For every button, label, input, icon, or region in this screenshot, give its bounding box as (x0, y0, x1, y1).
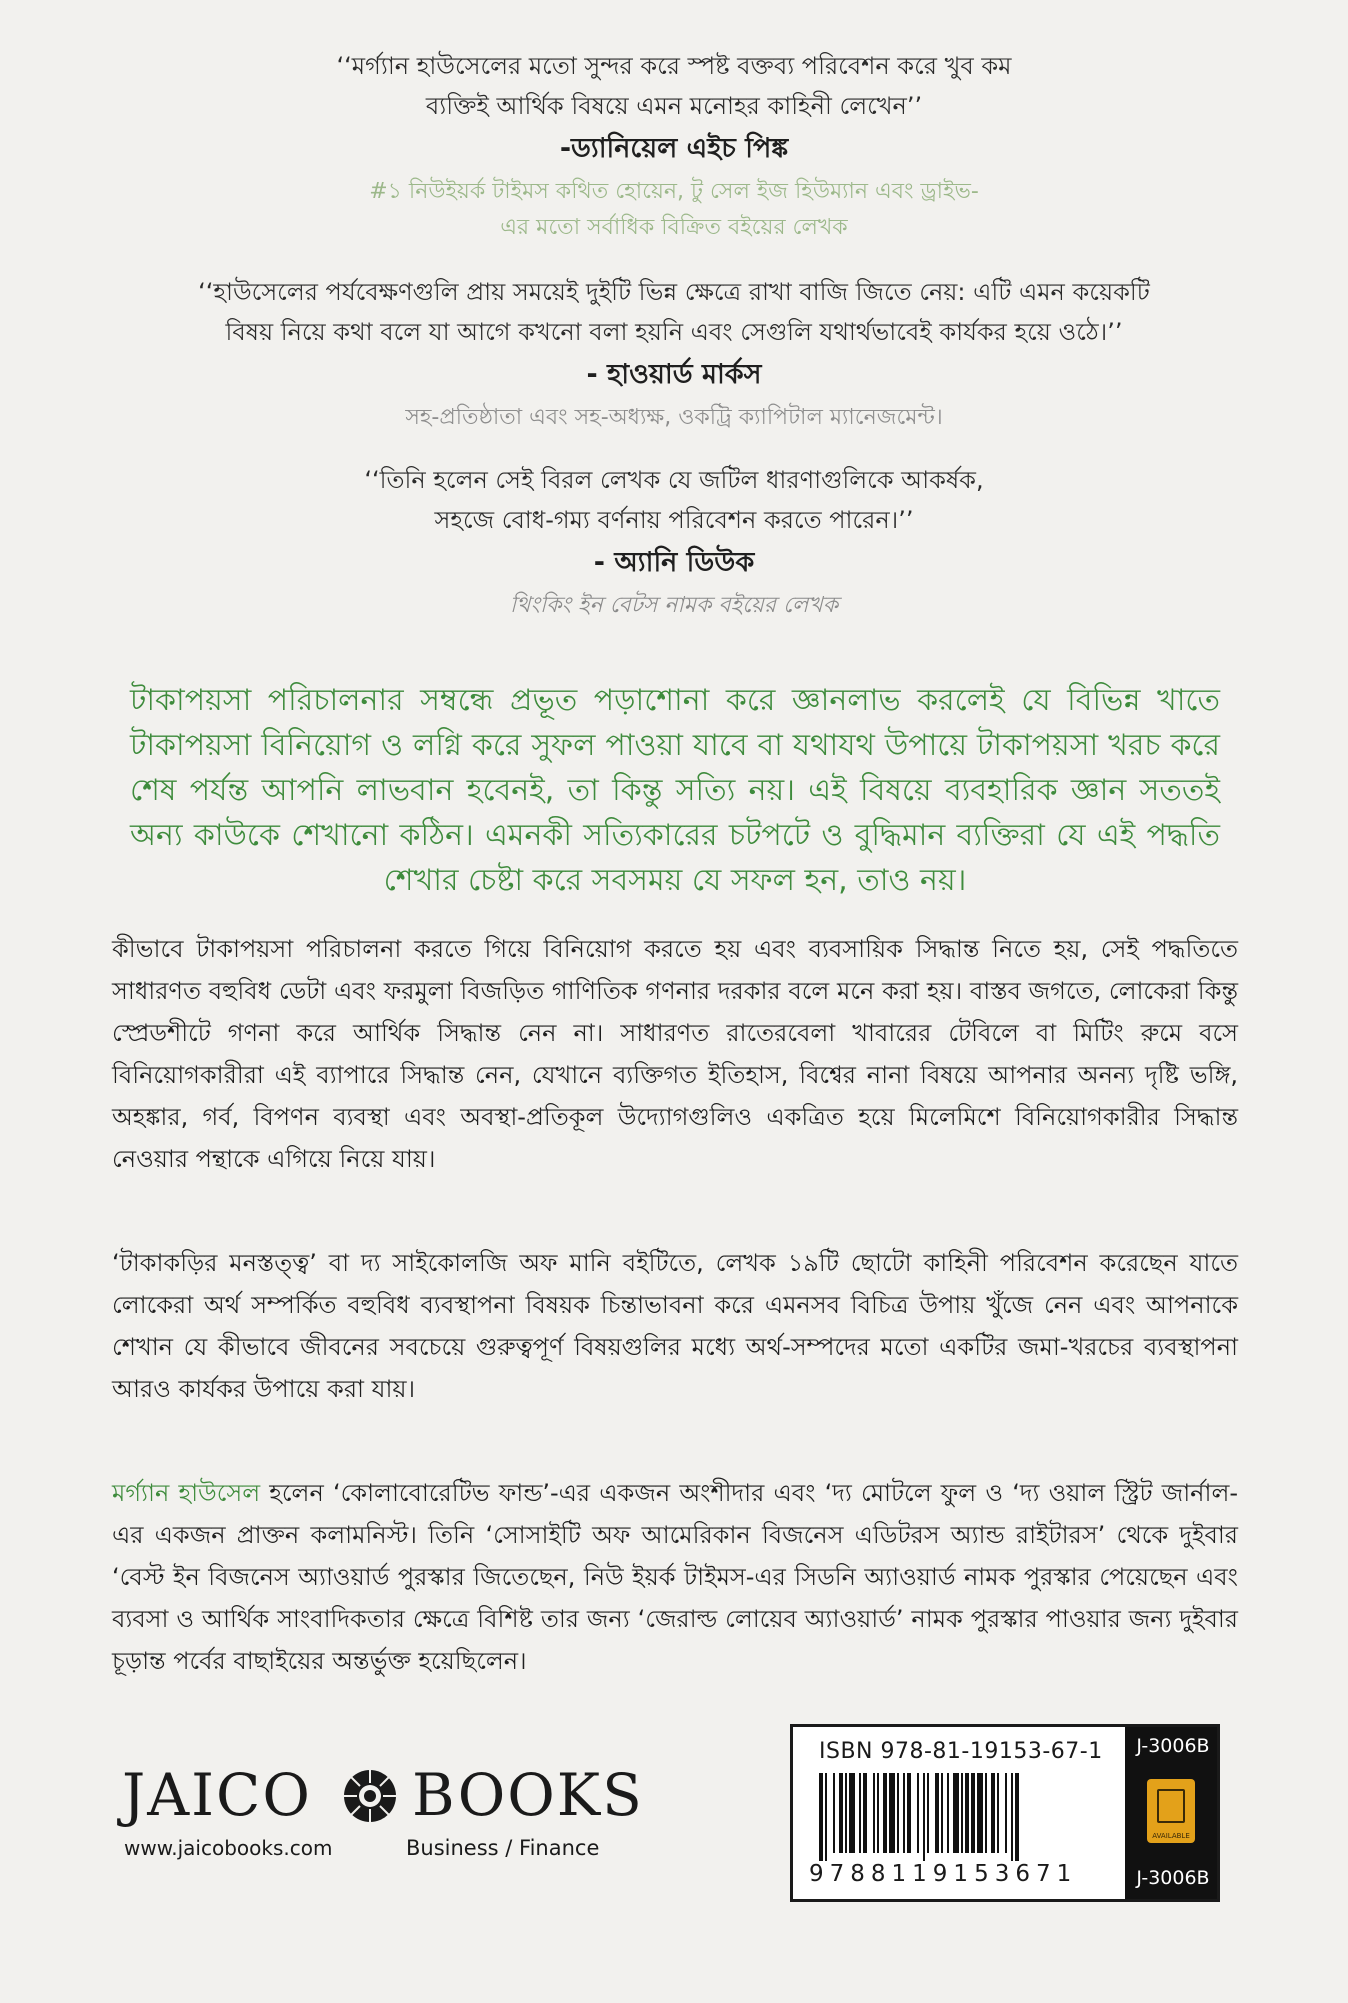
barcode-bar (883, 1773, 887, 1853)
barcode-bar (859, 1773, 861, 1853)
barcode-bar (825, 1773, 827, 1861)
barcode-bar (965, 1773, 969, 1853)
barcode-bar (917, 1773, 919, 1853)
blurb-author-role: এর মতো সর্বাধিক বিক্রিত বইয়ের লেখক (500, 215, 848, 240)
blurb-author: -ড্যানিয়েল এইচ পিঙ্ক (559, 133, 789, 164)
barcode-bar (863, 1773, 867, 1853)
barcode-bar (985, 1773, 987, 1853)
author-bio-name: মর্গ্যান হাউসেল (112, 1479, 261, 1507)
author-bio-text: হলেন ‘কোলাবোরেটিভ ফান্ড’-এর একজন অংশীদার এবং ‘দ্য মোটলে ফুল ও ‘দ্য ওয়াল স্ট্রিট জার্নাল-এর একজন প্রাক্তন কলামনিস্ট। তিনি ‘সোসাইটি অফ আমেরিকান বিজনেস এডিটরস অ্যান্ড রাইটারস’ থেকে দুইবার ‘বেস্ট ইন বিজনেস অ্যাওয়ার্ড পুরস্কার জিতেছেন, নিউ ইয়র্ক টাইমস-এর সিডনি অ্যাওয়ার্ড নামক পুরস্কার পেয়েছেন এবং ব্যবসা ও আর্থিক সাংবাদিকতার ক্ষেত্রে বিশিষ্ট তার জন্য ‘জেরাল্ড লোয়েব অ্যাওয়ার্ড’ নামক পুরস্কার পাওয়ার জন্য দুইবার চূড়ান্ত পর্বের বাছাইয়ের অন্তর্ভুক্ত হয়েছিলেন। (112, 1479, 1238, 1675)
barcode-bar (845, 1773, 847, 1853)
blurb-quote-line: ‘‘হাউসেলের পর্যবেক্ষণগুলি প্রায় সময়েই দুইটি ভিন্ন ক্ষেত্রে রাখা বাজি জিতে নেয়: এটি এমন কয়েকটি (198, 278, 1150, 306)
blurb-duke (100, 460, 1248, 624)
barcode-bar (889, 1773, 895, 1853)
book-category: Business / Finance (406, 1836, 600, 1860)
blurb-author-role: #১ নিউইয়র্ক টাইমস কথিত হোয়েন, টু সেল ইজ হিউম্যান এবং ড্রাইভ- (369, 179, 979, 204)
jaico-emblem-icon (342, 1768, 398, 1824)
barcode-bar (839, 1773, 843, 1853)
barcode-bar (877, 1773, 879, 1853)
blurb-author: - হাওয়ার্ড মার্কস (586, 359, 762, 390)
ebook-label: AVAILABLE (1152, 1832, 1190, 1840)
product-code-bottom: J-3006B (1136, 1867, 1210, 1889)
barcode-bar (873, 1773, 875, 1853)
blurb-pink (100, 46, 1248, 246)
barcode-bar (923, 1773, 925, 1861)
blurb-author-role: থিংকিং ইন বেটস নামক বইয়ের লেখক (509, 593, 839, 618)
barcode-bar (849, 1773, 855, 1853)
blurb-quote-line: ‘‘মর্গ্যান হাউসেলের মতো সুন্দর করে স্পষ্ট বক্তব্য পরিবেশন করে খুব কম (336, 52, 1012, 80)
blurb-quote-line: ব্যক্তিই আর্থিক বিষয়ে এমন মনোহর কাহিনী লেখেন’’ (425, 92, 923, 120)
barcode-bar (897, 1773, 899, 1853)
publisher-name-right: BOOKS (412, 1761, 644, 1829)
blurb-author: - অ্যানি ডিউক (593, 547, 755, 578)
barcode-bar (833, 1773, 835, 1853)
ebook-icon (1147, 1779, 1195, 1843)
blurb-marks (100, 272, 1248, 436)
blurb-quote-line: সহজে বোধ-গম্য বর্ণনায় পরিবেশন করতে পারেন।’’ (434, 506, 914, 534)
barcode-bar (907, 1773, 911, 1853)
body-paragraph-2: ‘টাকাকড়ির মনস্তত্ত্ব’ বা দ্য সাইকোলজি অফ মানি বইটিতে, লেখক ১৯টি ছোটো কাহিনী পরিবেশন করেছেন যাতে লোকেরা অর্থ সম্পর্কিত বহুবিধ ব্যবস্থাপনা বিষয়ক চিন্তাভাবনা করে এমনসব বিচিত্র উপায় খুঁজে নেন এবং আপনাকে শেখান যে কীভাবে জীবনের সবচেয়ে গুরুত্বপূর্ণ বিষয়গুলির মধ্যে অর্থ-সম্পদের মতো একটির জমা-খরচের ব্যবস্থাপনা আরও কার্যকর উপায়ে করা যায়। (112, 1249, 1238, 1403)
blurb-quote-line: বিষয় নিয়ে কথা বলে যা আগে কখনো বলা হয়নি এবং সেগুলি যথার্থভাবেই কার্যকর হয়ে ওঠে।’’ (225, 318, 1123, 346)
author-bio (112, 1472, 1238, 1682)
blurb-quote-line: ‘‘তিনি হলেন সেই বিরল লেখক যে জটিল ধারণাগুলিকে আকর্ষক, (364, 466, 984, 494)
barcode-bar (927, 1773, 929, 1853)
body-paragraph-1: কীভাবে টাকাপয়সা পরিচালনা করতে গিয়ে বিনিয়োগ করতে হয় এবং ব্যবসায়িক সিদ্ধান্ত নিতে হয়, সেই পদ্ধতিতে সাধারণত বহুবিধ ডেটা এবং ফরমুলা বিজড়িত গাণিতিক গণনার দরকার বলে মনে করা হয়। বাস্তব জগতে, লোকেরা কিন্তু স্প্রেডশীটে গণনা করে আর্থিক সিদ্ধান্ত নেন না। সাধারণত রাতেরবেলা খাবারের টেবিলে বা মিটিং রুমে বসে বিনিয়োগকারীরা এই ব্যাপারে সিদ্ধান্ত নেন, যেখানে ব্যক্তিগত ইতিহাস, বিশ্বের নানা বিষয়ে আপনার অনন্য দৃষ্টি ভঙ্গি, অহঙ্কার, গর্ব, বিপণন ব্যবস্থা এবং অবস্থা-প্রতিকূল উদ্যোগগুলিও একত্রিত হয়ে মিলেমিশে বিনিয়োগকারীর সিদ্ধান্ত নেওয়ার পন্থাকে এগিয়ে নিয়ে যায়। (112, 935, 1238, 1173)
barcode-bar (1015, 1773, 1019, 1861)
barcode-bar (961, 1773, 963, 1853)
barcode-bar (941, 1773, 943, 1853)
lead-paragraph: টাকাপয়সা পরিচালনার সম্বন্ধে প্রভূত পড়াশোনা করে জ্ঞানলাভ করলেই যে বিভিন্ন খাতে টাকাপয়সা বিনিয়োগ ও লগ্নি করে সুফল পাওয়া যাবে বা যথাযথ উপায়ে টাকাপয়সা খরচ করে শেষ পর্যন্ত আপনি লাভবান হবেনই, তা কিন্তু সত্যি নয়। এই বিষয়ে ব্যবহারিক জ্ঞান সততই অন্য কাউকে শেখানো কঠিন। এমনকী সত্যিকারের চটপটে ও বুদ্ধিমান ব্যক্তিরা যে এই পদ্ধতি শেখার চেষ্টা করে সবসময় যে সফল হন, তাও নয়। (130, 683, 1220, 898)
barcode-bar (991, 1773, 995, 1853)
barcode (817, 1773, 1119, 1861)
isbn-label: ISBN 978-81-19153-67-1 (819, 1739, 1103, 1764)
product-code-top: J-3006B (1136, 1735, 1210, 1757)
isbn-digits: 9788119153671 (809, 1861, 1078, 1887)
barcode-bar (971, 1773, 975, 1853)
barcode-bar (953, 1773, 959, 1853)
barcode-bar (1005, 1773, 1007, 1853)
product-code-strip (1125, 1727, 1217, 1899)
publisher-url[interactable]: www.jaicobooks.com (124, 1836, 333, 1860)
publisher-name-left: JAICO (122, 1761, 312, 1829)
blurb-author-role: সহ-প্রতিষ্ঠাতা এবং সহ-অধ্যক্ষ, ওকট্রি ক্যাপিটাল ম্যানেজমেন্ট। (405, 405, 943, 430)
barcode-bar (947, 1773, 949, 1853)
barcode-bar (819, 1773, 823, 1861)
isbn-barcode-box (790, 1724, 1220, 1902)
barcode-bar (977, 1773, 983, 1853)
barcode-bar (997, 1773, 999, 1853)
barcode-bar (935, 1773, 939, 1853)
barcode-bar (903, 1773, 905, 1853)
barcode-bar (1011, 1773, 1013, 1861)
